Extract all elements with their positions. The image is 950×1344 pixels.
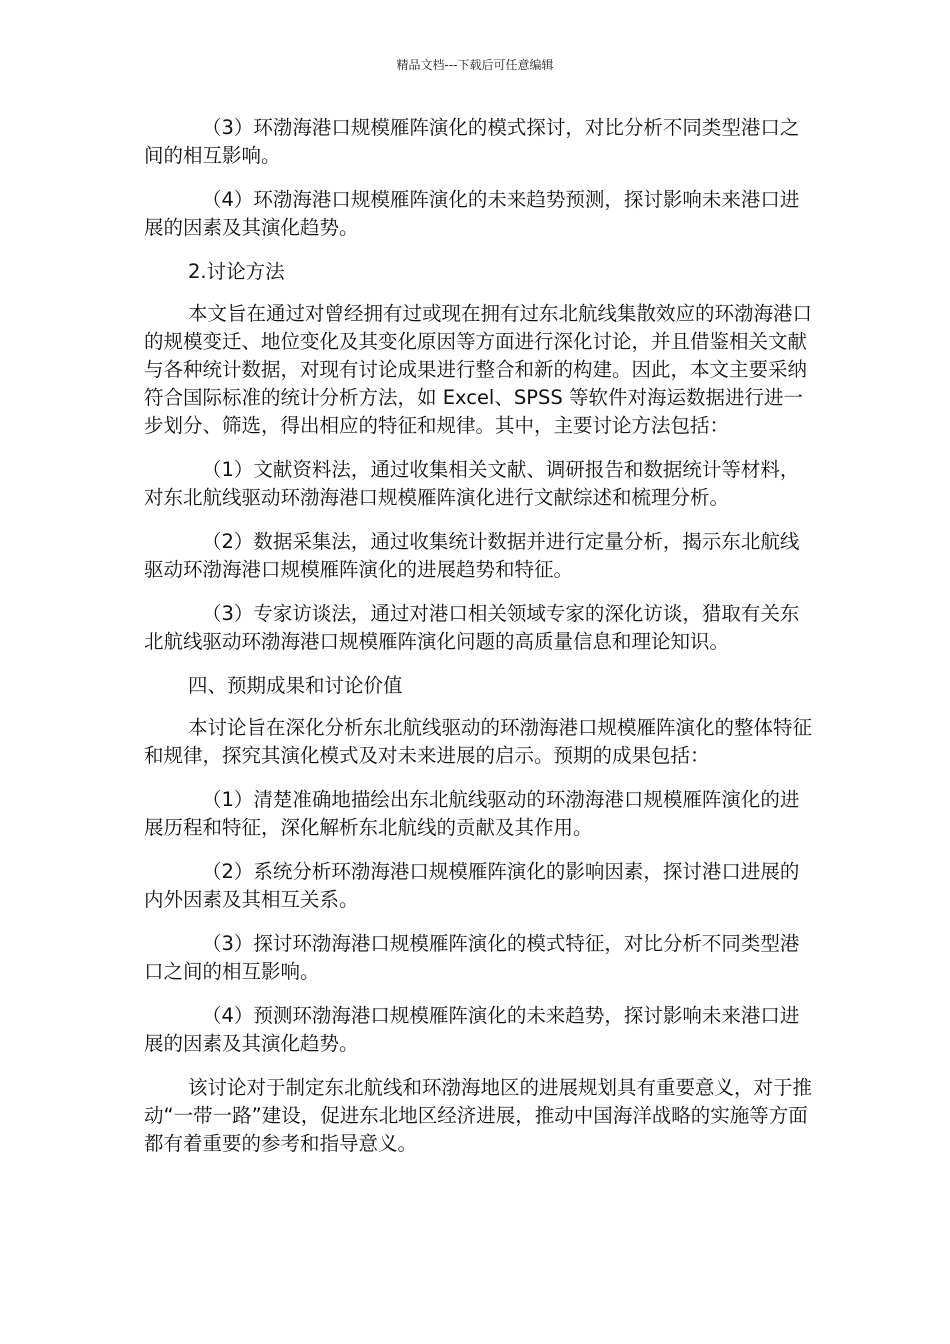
page-header: 精品文档---下载后可任意编辑	[396, 58, 554, 72]
paragraph-significance: 该讨论对于制定东北航线和环渤海地区的进展规划具有重要意义，对于推动“一带一路”建设，促进东北地区经济进展，推动中国海洋战略的实施等方面都有着重要的参考和指导意义。	[144, 1076, 813, 1155]
paragraph-method-literature: （1）文献资料法，通过收集相关文献、调研报告和数据统计等材料，对东北航线驱动环渤海港口规模雁阵演化进行文献综述和梳理分析。	[144, 458, 800, 509]
section-heading-outcomes: 四、预期成果和讨论价值	[188, 674, 403, 697]
paragraph-outcome-1: （1）清楚准确地描绘出东北航线驱动的环渤海港口规模雁阵演化的进展历程和特征，深化解析东北航线的贡献及其作用。	[144, 788, 800, 839]
paragraph-outcome-3: （3）探讨环渤海港口规模雁阵演化的模式特征，对比分析不同类型港口之间的相互影响。	[144, 932, 800, 983]
section-heading-methods: 2.讨论方法	[188, 260, 285, 283]
document-body	[144, 114, 814, 1174]
paragraph-methods-intro: 本文旨在通过对曾经拥有过或现在拥有过东北航线集散效应的环渤海港口的规模变迁、地位变化及其变化原因等方面进行深化讨论，并且借鉴相关文献与各种统计数据，对现有讨论成果进行整合和新的构建。因此，本文主要采纳符合国际标准的统计分析方法，如 Excel、SPSS 等软件对海运数据进行进一步划分、筛选，得出相应的特征和规律。其中，主要讨论方法包括：	[144, 302, 813, 437]
paragraph-item-4-trend: （4）环渤海港口规模雁阵演化的未来趋势预测，探讨影响未来港口进展的因素及其演化趋势。	[144, 188, 800, 239]
paragraph-method-data: （2）数据采集法，通过收集统计数据并进行定量分析，揭示东北航线驱动环渤海港口规模雁阵演化的进展趋势和特征。	[144, 530, 800, 581]
paragraph-outcomes-intro: 本讨论旨在深化分析东北航线驱动的环渤海港口规模雁阵演化的整体特征和规律，探究其演化模式及对未来进展的启示。预期的成果包括：	[144, 716, 813, 767]
paragraph-item-3-mode: （3）环渤海港口规模雁阵演化的模式探讨，对比分析不同类型港口之间的相互影响。	[144, 116, 800, 167]
paragraph-outcome-4: （4）预测环渤海港口规模雁阵演化的未来趋势，探讨影响未来港口进展的因素及其演化趋势。	[144, 1004, 800, 1055]
paragraph-outcome-2: （2）系统分析环渤海港口规模雁阵演化的影响因素，探讨港口进展的内外因素及其相互关系。	[144, 860, 800, 911]
paragraph-method-interview: （3）专家访谈法，通过对港口相关领域专家的深化访谈，猎取有关东北航线驱动环渤海港口规模雁阵演化问题的高质量信息和理论知识。	[144, 602, 800, 653]
